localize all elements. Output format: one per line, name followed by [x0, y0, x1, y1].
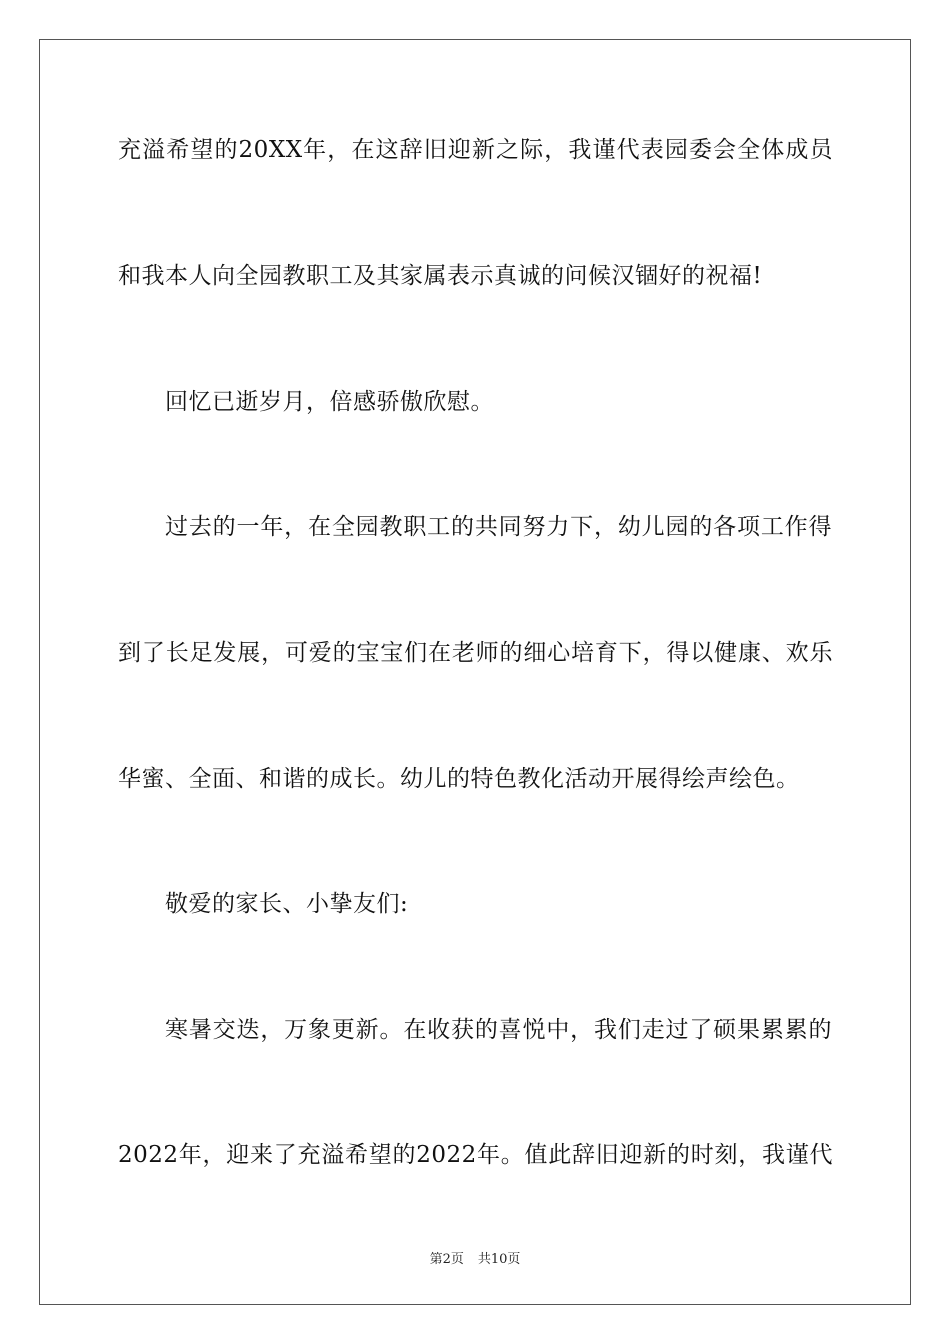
- text-line: 华蜜、全面、和谐的成长。幼儿的特色教化活动开展得绘声绘色。: [118, 766, 800, 792]
- text-line: 寒暑交迭，万象更新。在收获的喜悦中，我们走过了硕果累累的: [165, 1017, 832, 1043]
- text-line: 充溢希望的20XX年，在这辞旧迎新之际，我谨代表园委会全体成员: [118, 137, 833, 163]
- page-frame: [39, 39, 911, 1305]
- text-line: 和我本人向全园教职工及其家属表示真诚的问候汉锢好的祝福!: [118, 263, 763, 289]
- text-line: 2022年，迎来了充溢希望的2022年。值此辞旧迎新的时刻，我谨代: [118, 1142, 833, 1168]
- page-footer: [0, 1248, 950, 1267]
- text-line: 回忆已逝岁月，倍感骄傲欣慰。: [165, 389, 494, 415]
- page-total: 共10页: [477, 1252, 521, 1267]
- text-line: 到了长足发展，可爱的宝宝们在老师的细心培育下，得以健康、欢乐: [118, 640, 833, 666]
- text-line: 过去的一年，在全园教职工的共同努力下，幼儿园的各项工作得: [165, 514, 832, 540]
- text-line: 敬爱的家长、小挚友们:: [165, 891, 409, 917]
- page-number: 第2页: [429, 1252, 464, 1267]
